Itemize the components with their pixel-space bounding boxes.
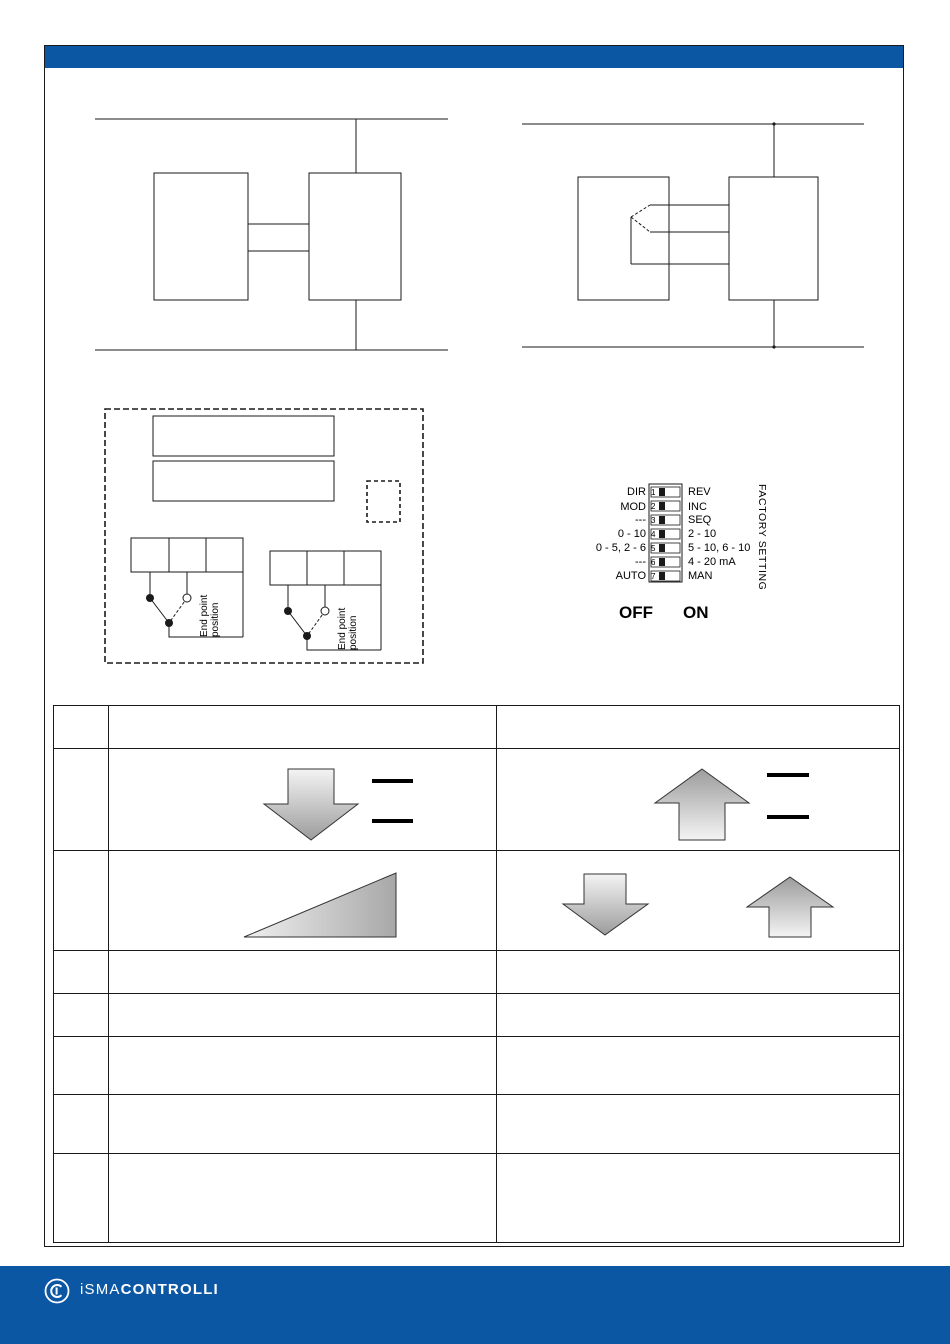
dip-label-auto: AUTO (615, 570, 646, 582)
dip-number: 5 (651, 544, 656, 553)
off-label: OFF (619, 603, 653, 622)
dip-label-4-20ma: 4 - 20 mA (688, 556, 736, 568)
dip-label-rev: REV (688, 486, 711, 498)
dip-label-5-10: 5 - 10, 6 - 10 (688, 542, 751, 554)
dip-label-0-5: 0 - 5, 2 - 6 (595, 542, 646, 554)
wiring-diagram-right (522, 124, 864, 347)
dip-number: 3 (651, 516, 656, 525)
terminal-diagram (105, 409, 423, 663)
dip-label-seq: SEQ (688, 514, 712, 526)
factory-setting-label: FACTORY SETTING (756, 484, 768, 591)
end-point-label: End point position (199, 594, 221, 637)
table-row (54, 951, 900, 994)
dip-number: 4 (651, 530, 656, 539)
table-row (54, 994, 900, 1037)
table-row (54, 1095, 900, 1154)
dip-label-inc: INC (688, 501, 707, 513)
end-point-label: End point position (337, 607, 359, 650)
footer-bar (0, 1266, 950, 1344)
wiring-diagram-left (95, 119, 448, 350)
ismacontrolli-logo-icon (44, 1278, 70, 1304)
dip-number: 1 (651, 488, 656, 497)
table-row (54, 851, 900, 951)
dip-label-dir: DIR (627, 486, 646, 498)
dip-number: 7 (651, 572, 656, 581)
table-row (54, 1154, 900, 1243)
dip-label-blank-3: --- (635, 514, 646, 526)
dip-number: 6 (651, 558, 656, 567)
table-header-row (54, 706, 900, 749)
table-row (54, 749, 900, 851)
dip-label-blank-6: --- (635, 556, 646, 568)
on-label: ON (683, 603, 709, 622)
dip-label-man: MAN (688, 570, 713, 582)
settings-table (53, 705, 900, 1243)
dip-label-mod: MOD (620, 501, 646, 513)
dip-label-0-10: 0 - 10 (617, 528, 646, 540)
dip-number: 2 (651, 502, 656, 511)
brand-logo-text: iSMACONTROLLI (80, 1281, 219, 1298)
table-row (54, 1037, 900, 1095)
dip-label-2-10: 2 - 10 (688, 528, 717, 540)
